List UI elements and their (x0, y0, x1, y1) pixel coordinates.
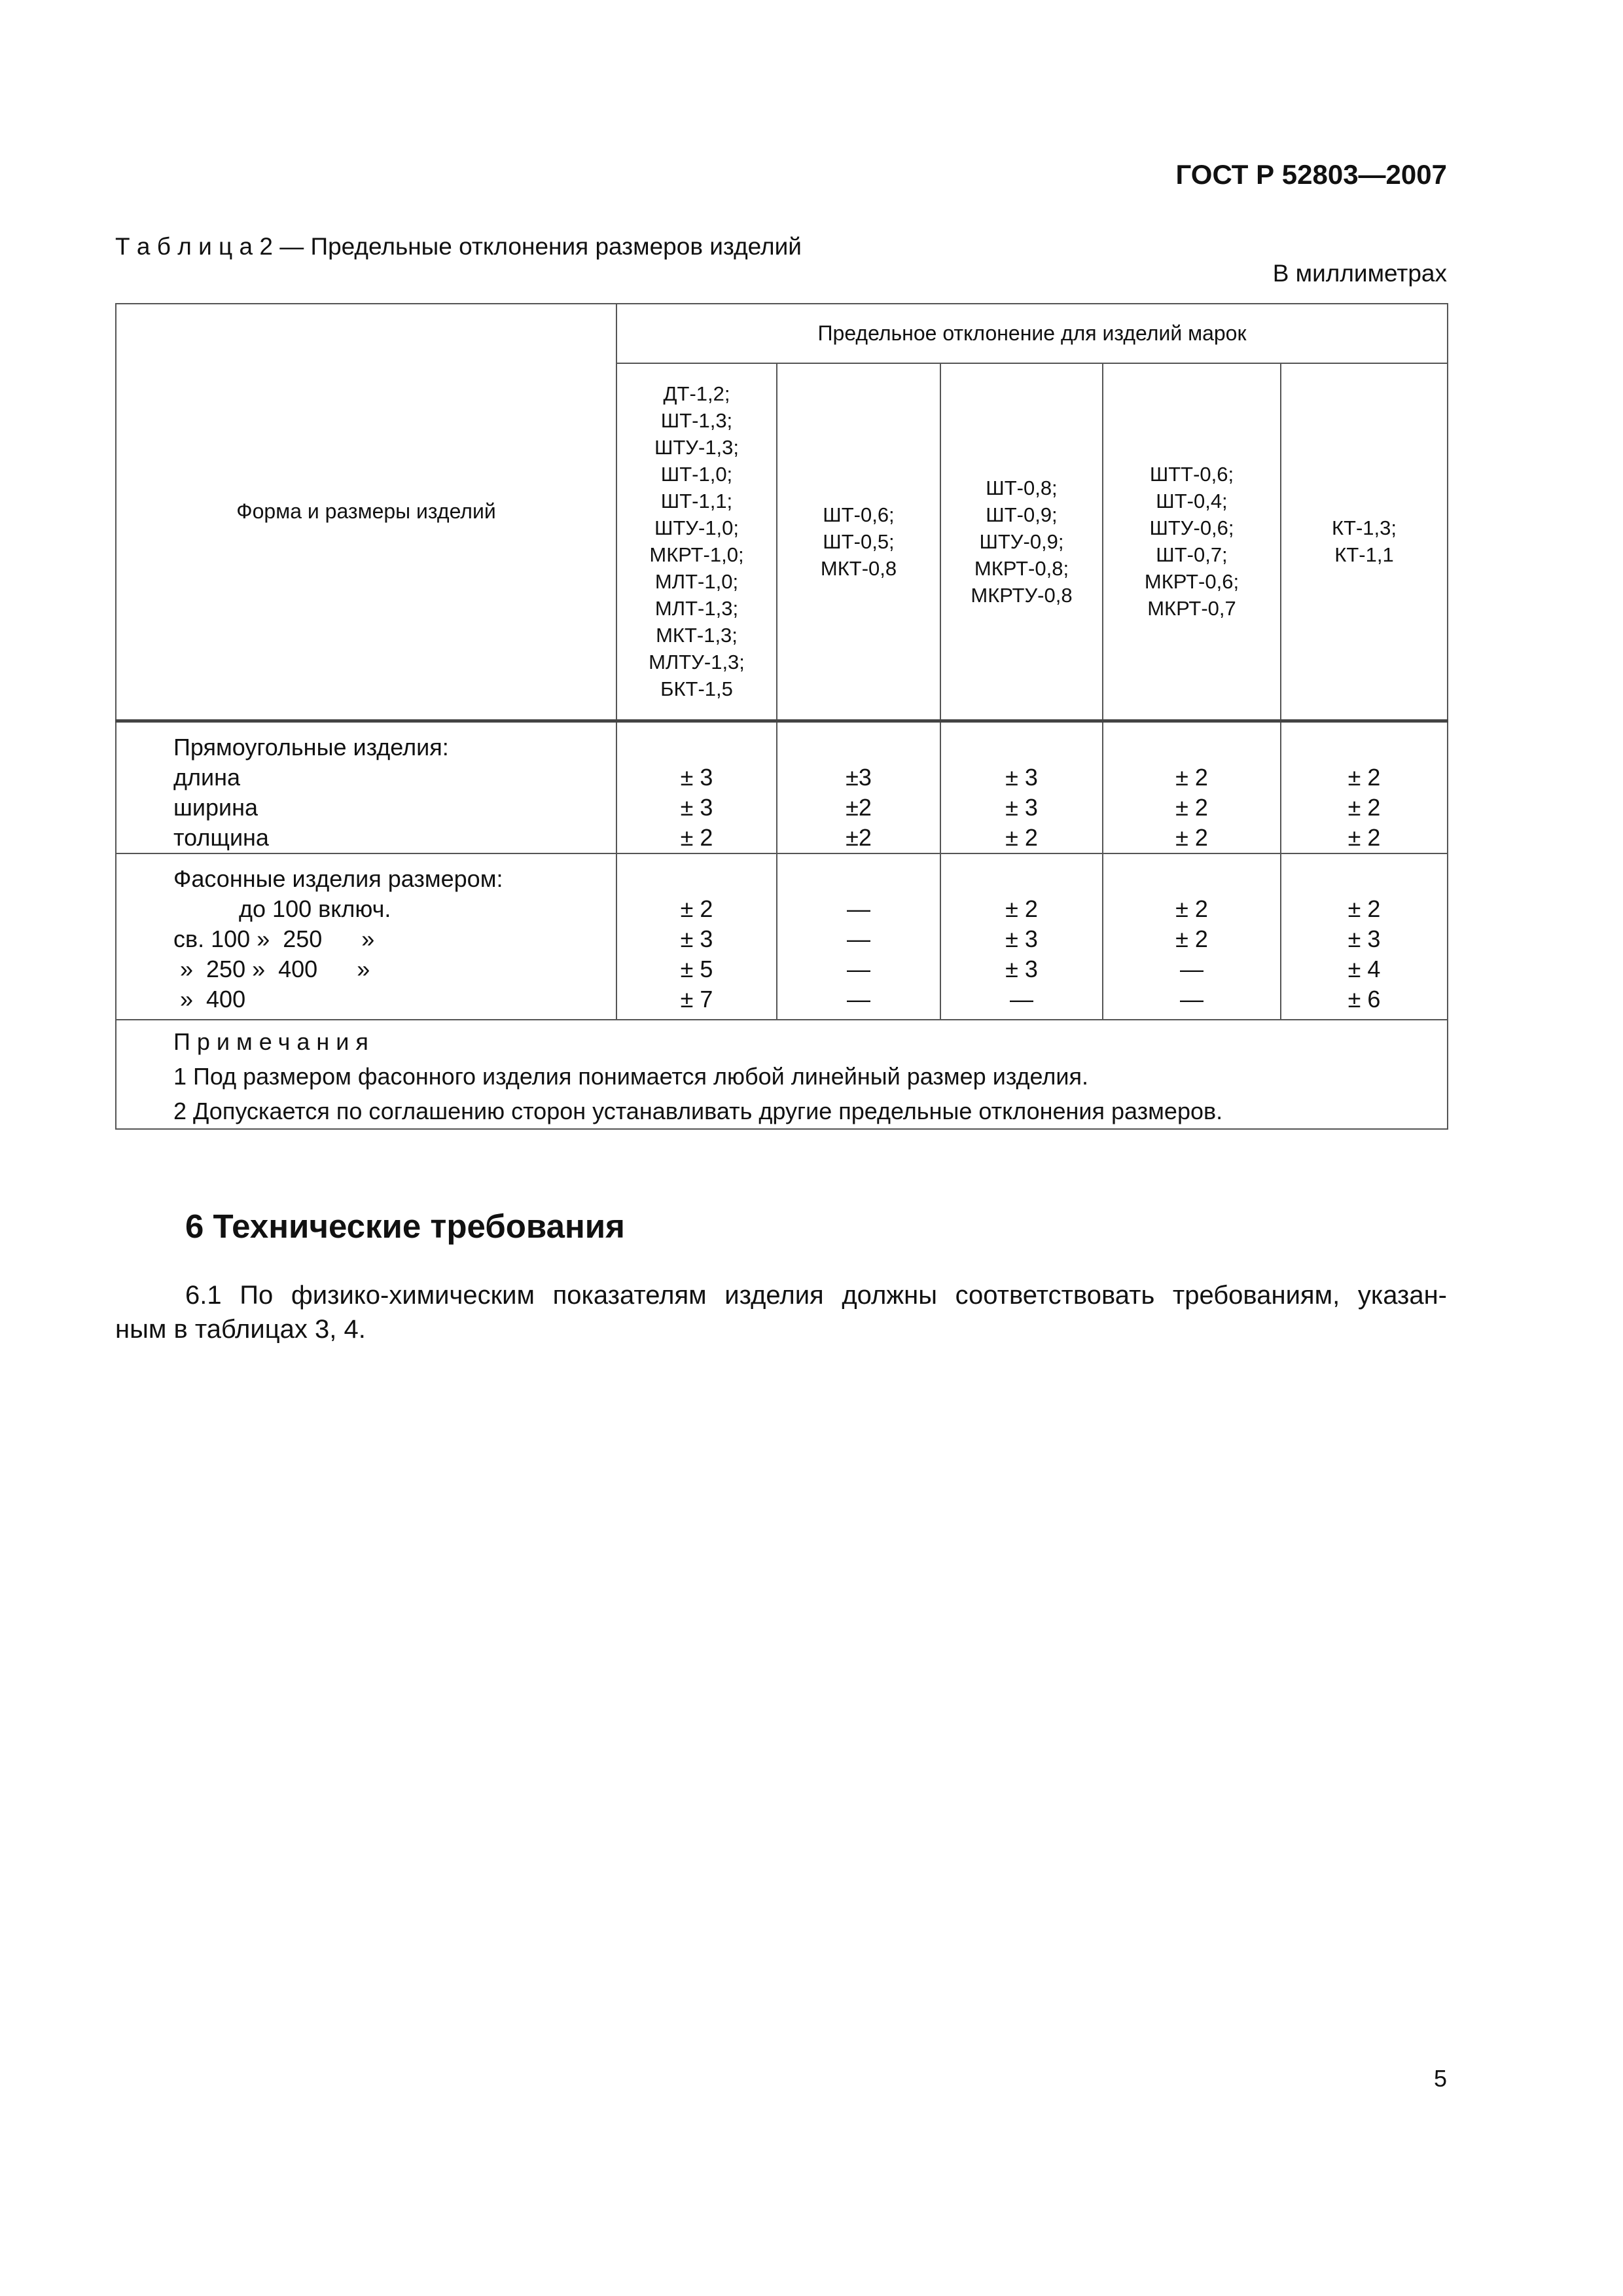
tolerance-value: ± 7 (680, 986, 713, 1013)
tolerance-value: ± 2 (1347, 823, 1381, 851)
tolerance-value: — (847, 956, 870, 983)
row-label-line: Прямоугольные изделия: (173, 733, 449, 761)
table-caption: Т а б л и ц а 2 — Предельные отклонения размеров изделий (115, 233, 802, 260)
value-cell (940, 721, 1103, 853)
section-title: 6 Технические требования (185, 1208, 625, 1245)
tolerance-value: ± 2 (1175, 925, 1208, 953)
tolerance-value: — (1010, 986, 1033, 1013)
tolerance-value: ± 2 (1005, 823, 1038, 851)
tolerance-value: ±3 (846, 763, 872, 791)
row-label-line: до 100 включ. (173, 895, 391, 923)
marks-column-3 (940, 363, 1103, 721)
mark-label: ДТ-1,2; (663, 382, 730, 406)
table-row-shaped (116, 853, 1448, 1019)
tolerance-value: ± 2 (1175, 895, 1208, 923)
units-note: В миллиметрах (1272, 260, 1447, 287)
tolerance-value: — (1180, 986, 1204, 1013)
tolerance-value: ± 2 (1347, 793, 1381, 821)
row-label-rectangular (116, 721, 616, 853)
row-label-line: длина (173, 763, 241, 791)
mark-label: ШТТ-0,6; (1149, 463, 1234, 486)
tolerance-value: — (847, 925, 870, 953)
table-row-rectangular (116, 721, 1448, 853)
mark-label: МКРТ-0,6; (1144, 570, 1240, 594)
mark-label: МКРТ-1,0; (649, 543, 744, 567)
row-label-line: толщина (173, 823, 269, 851)
tolerance-value: — (1180, 956, 1204, 983)
marks-column-2 (777, 363, 940, 721)
value-cell (1103, 721, 1281, 853)
notes-title: Примечания (173, 1028, 375, 1055)
mark-label: ШТ-0,5; (823, 529, 895, 553)
mark-label: МЛТ-1,0; (654, 570, 739, 594)
tolerance-value: ± 5 (680, 956, 713, 983)
tolerance-value: ± 6 (1347, 986, 1381, 1013)
mark-label: ШТУ-0,9; (979, 529, 1064, 553)
row-label-line: » 400 (173, 986, 246, 1013)
page-number: 5 (1433, 2065, 1447, 2092)
row-label-line: » 250 » 400 » (173, 956, 370, 983)
tolerance-value: ± 3 (680, 793, 713, 821)
tolerance-value: ± 2 (1347, 895, 1381, 923)
note-item: 1 Под размером фасонного изделия понимается любой линейный размер изделия. (173, 1062, 1088, 1090)
tolerance-value: ± 3 (680, 925, 713, 953)
mark-label: МКТ-0,8 (820, 556, 897, 580)
row-label-shaped (116, 853, 616, 1019)
group-column-header: Предельное отклонение для изделий марок (616, 304, 1448, 363)
tolerance-table (115, 303, 1448, 1130)
tolerance-value: ± 3 (1005, 793, 1038, 821)
paragraph (115, 1278, 1447, 1346)
mark-label: ШТ-0,6; (823, 503, 895, 526)
tolerance-value: ± 3 (1005, 956, 1038, 983)
table-notes (116, 1020, 1448, 1129)
marks-column-5 (1281, 363, 1448, 721)
paragraph-line: 6.1 По физико-химическим показателям изделия должны соответствовать требованиям, указан- (185, 1281, 1447, 1310)
tolerance-value: — (847, 986, 870, 1013)
tolerance-value: ± 3 (680, 763, 713, 791)
tolerance-value: ±2 (846, 793, 872, 821)
mark-label: МКРТ-0,7 (1147, 597, 1236, 620)
tolerance-value: ± 2 (680, 823, 713, 851)
tolerance-value: ± 3 (1005, 925, 1038, 953)
value-cell (940, 853, 1103, 1019)
row-label-line: ширина (173, 793, 259, 821)
value-cell (1281, 721, 1448, 853)
value-cell (1103, 853, 1281, 1019)
value-cell (777, 853, 940, 1019)
tolerance-value: ± 2 (1005, 895, 1038, 923)
tolerance-value: ± 4 (1347, 956, 1381, 983)
mark-label: БКТ-1,5 (660, 677, 733, 701)
tolerance-value: ± 2 (1175, 763, 1208, 791)
mark-label: ШТ-1,0; (660, 463, 733, 486)
mark-label: КТ-1,3; (1331, 516, 1397, 540)
note-item: 2 Допускается по соглашению сторон устанавливать другие предельные отклонения размеров. (173, 1097, 1223, 1124)
mark-label: ШТУ-1,3; (654, 436, 740, 459)
marks-column-1 (616, 363, 777, 721)
mark-label: ШТ-1,1; (660, 490, 733, 513)
mark-label: КТ-1,1 (1334, 543, 1394, 567)
mark-label: ШТ-1,3; (660, 409, 733, 433)
value-cell (1281, 853, 1448, 1019)
document-header: ГОСТ Р 52803—2007 (1175, 159, 1447, 190)
mark-label: МКРТУ-0,8 (971, 583, 1073, 607)
mark-label: МЛТУ-1,3; (649, 651, 745, 674)
row-label-line: Фасонные изделия размером: (173, 865, 503, 893)
tolerance-value: — (847, 895, 870, 923)
mark-label: ШТ-0,4; (1156, 490, 1228, 513)
mark-label: ШТ-0,9; (986, 503, 1058, 526)
mark-label: ШТУ-1,0; (654, 516, 740, 540)
tolerance-value: ± 2 (1175, 823, 1208, 851)
value-cell (777, 721, 940, 853)
row-label-line: св. 100 » 250 » (173, 925, 375, 953)
mark-label: ШТ-0,8; (986, 476, 1058, 499)
value-cell (616, 853, 777, 1019)
tolerance-value: ± 2 (680, 895, 713, 923)
mark-label: ШТУ-0,6; (1149, 516, 1234, 540)
tolerance-value: ± 2 (1175, 793, 1208, 821)
mark-label: МЛТ-1,3; (654, 597, 739, 620)
tolerance-value: ± 2 (1347, 763, 1381, 791)
marks-column-4 (1103, 363, 1281, 721)
mark-label: ШТ-0,7; (1156, 543, 1228, 567)
paragraph-line: ным в таблицах 3, 4. (115, 1315, 366, 1344)
mark-label: МКРТ-0,8; (974, 556, 1069, 580)
first-column-header: Форма и размеры изделий (116, 304, 616, 721)
value-cell (616, 721, 777, 853)
mark-label: МКТ-1,3; (656, 624, 738, 647)
tolerance-value: ± 3 (1005, 763, 1038, 791)
tolerance-value: ± 3 (1347, 925, 1381, 953)
tolerance-value: ±2 (846, 823, 872, 851)
